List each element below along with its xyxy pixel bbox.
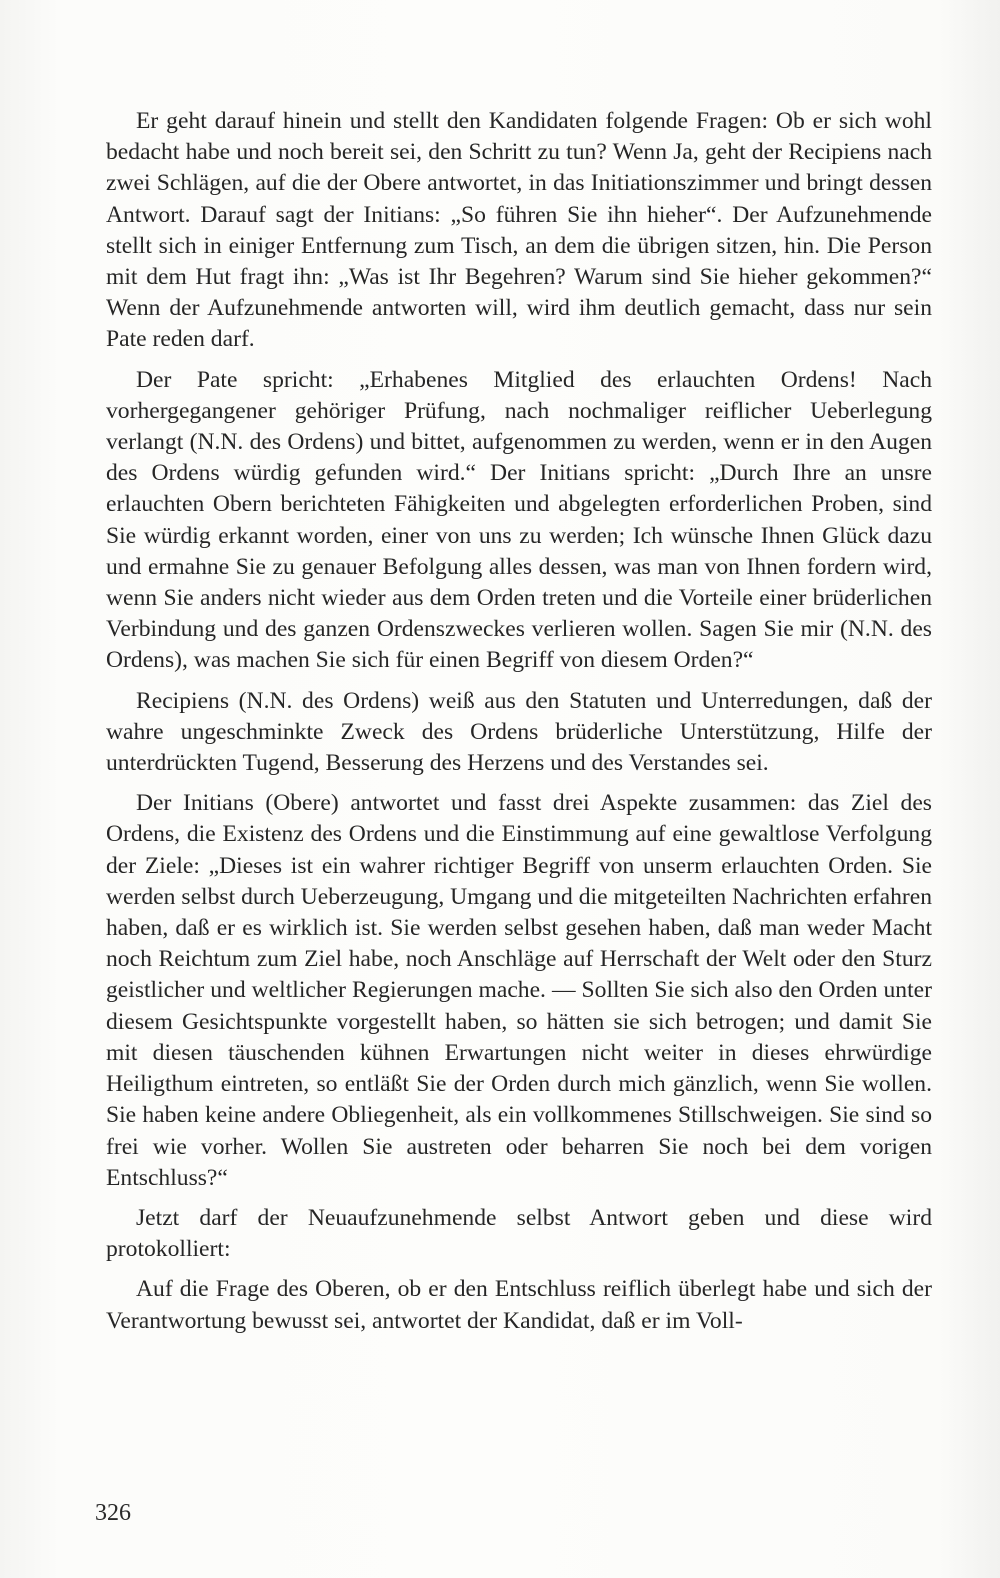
paragraph-5: Jetzt darf der Neuaufzunehmende selbst Antwort geben und diese wird protokolliert: bbox=[106, 1204, 932, 1263]
paragraph-2: Der Pate spricht: „Erhabenes Mitglied des erlauchten Ordens! Nach vorhergegangener gehöriger Prüfung, nach nochmaliger reiflicher Ueberlegung verlangt (N.N. des Ordens) und bittet, aufgenommen zu werden, wenn er in den Augen des Ordens würdig gefunden wird.“ Der Initians spricht: „Durch Ihre an unsre erlauchten Obern berichteten Fähigkeiten und abgelegten erforderlichen Proben, sind Sie würdig erkannt worden, einer von uns zu werden; Ich wünsche Ihnen Glück dazu und ermahne Sie zu genauer Befolgung alles dessen, was man von Ihnen fordern wird, wenn Sie anders nicht wieder aus dem Orden treten und die Vorteile einer brüderlichen Verbindung und des ganzen Ordenszweckes verlieren wollen. Sagen Sie mir (N.N. des Ordens), was machen Sie sich für einen Begriff von diesem Orden?“ bbox=[106, 366, 932, 674]
page-number: 326 bbox=[95, 1500, 131, 1526]
paragraph-3: Recipiens (N.N. des Ordens) weiß aus den Statuten und Unterredungen, daß der wahre ungeschminkte Zweck des Ordens brüderliche Unterstützung, Hilfe der unterdrückten Tugend, Besserung des Herzens und des Verstandes sei. bbox=[106, 687, 932, 777]
paragraph-6: Auf die Frage des Oberen, ob er den Entschluss reiflich überlegt habe und sich der Verantwortung bewusst sei, antwortet der Kandidat, daß er im Voll- bbox=[106, 1276, 932, 1334]
paragraph-4: Der Initians (Obere) antwortet und fasst drei Aspekte zusammen: das Ziel des Ordens, die Existenz des Ordens und die Einstimmung auf eine gewaltlose Verfolgung der Ziele: „Dieses ist ein wahrer richtiger Begriff von unserm erlauchten Orden. Sie werden selbst durch Ueberzeugung, Umgang und die mitgeteilten Nachrichten erfahren haben, daß er es wirklich ist. Sie werden selbst gesehen haben, daß man weder Macht noch Reichtum zum Ziel habe, noch Anschläge auf Herrschaft der Welt oder den Sturz geistlicher und weltlicher Regierungen mache. — Sollten Sie sich also den Orden unter diesem Gesichtspunkte vorgestellt haben, so hätten sie sich betrogen; und damit Sie mit diesen täuschenden kühnen Erwartungen nicht weiter in dieses ehrwürdige Heiligthum eintreten, so entläßt Sie der Orden durch mich gänzlich, wenn Sie wollen. Sie haben keine andere Obliegenheit, als ein vollkommenes Stillschweigen. Sie sind so frei wie vorher. Wollen Sie austreten oder beharren Sie noch bei dem vorigen Entschluss?“ bbox=[106, 790, 932, 1191]
paragraph-1: Er geht darauf hinein und stellt den Kandidaten folgende Fragen: Ob er sich wohl bedacht habe und noch bereit sei, den Schritt zu tun? Wenn Ja, geht der Recipiens nach zwei Schlägen, auf die der Obere antwortet, in das Initiationszimmer und bringt dessen Antwort. Darauf sagt der Initians: „So führen Sie ihn hieher“. Der Aufzunehmende stellt sich in einiger Entfernung zum Tisch, an dem die übrigen sitzen, hin. Die Person mit dem Hut fragt ihn: „Was ist Ihr Begehren? Warum sind Sie hieher gekommen?“ Wenn der Aufzunehmende antworten will, wird ihm deutlich gemacht, dass nur sein Pate reden darf. bbox=[106, 108, 932, 353]
body-text bbox=[106, 106, 932, 1337]
